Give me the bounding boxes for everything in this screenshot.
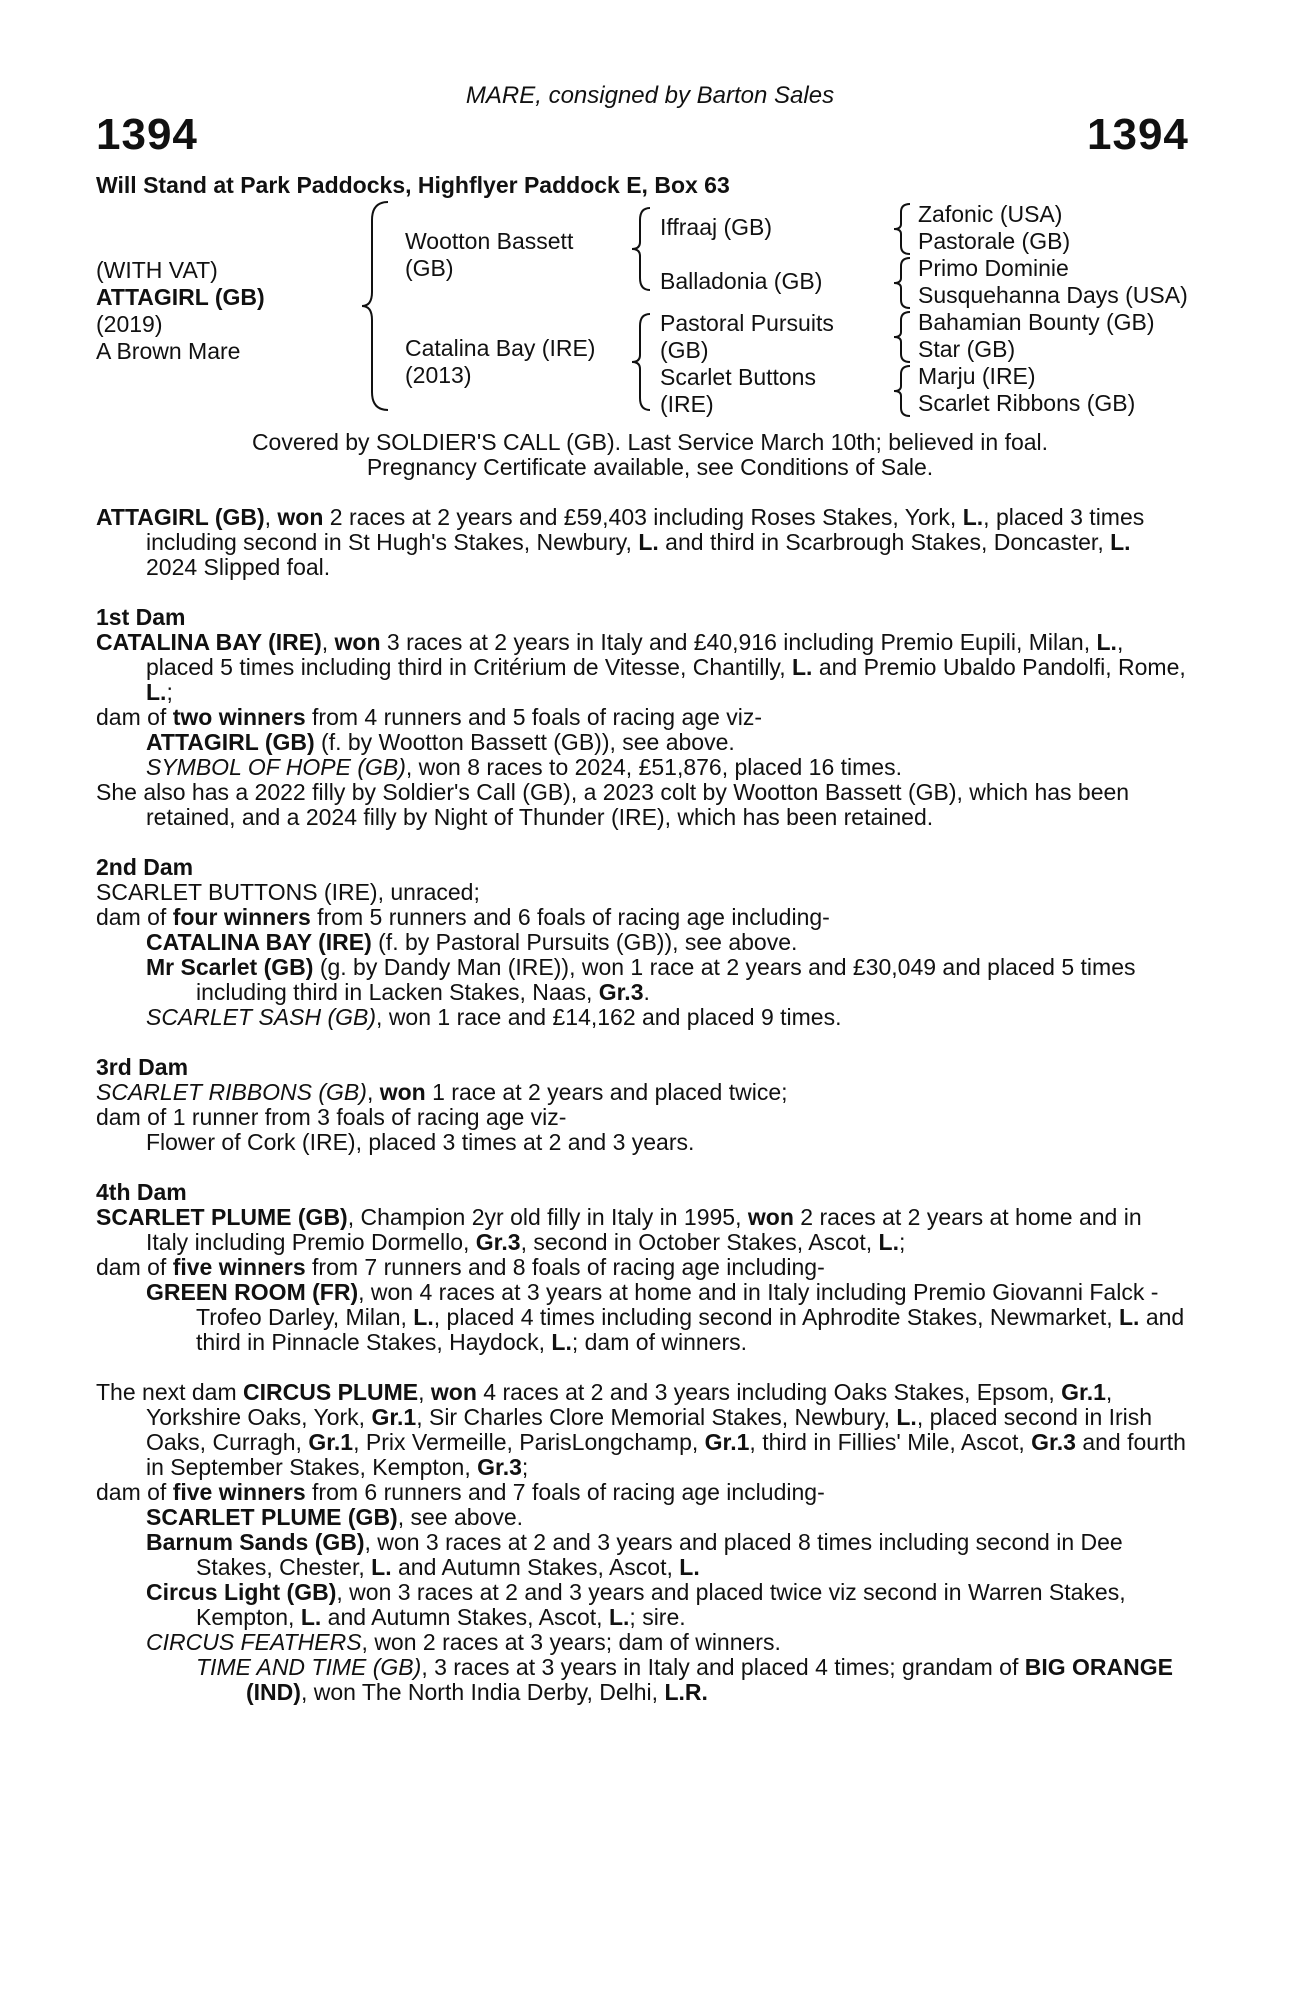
text-run: Mr Scarlet (GB) xyxy=(146,954,314,980)
text-run: SCARLET PLUME (GB) xyxy=(96,1204,348,1230)
pedigree-brace-g3-1 xyxy=(892,202,912,256)
text-run: , second in October Stakes, Ascot, xyxy=(520,1229,879,1255)
text-run: Gr.3 xyxy=(1031,1429,1076,1455)
second-dam-record: SCARLET BUTTONS (IRE), unraced; xyxy=(96,879,480,905)
horse-summary xyxy=(96,505,1190,555)
dam-sire-line1: Pastoral Pursuits xyxy=(660,310,834,336)
text-run: Gr.1 xyxy=(704,1429,750,1455)
catalogue-body xyxy=(96,505,1190,1705)
produce-scarlet-plume xyxy=(96,1505,1190,1530)
text-run: ATTAGIRL (GB) xyxy=(146,729,315,755)
text-run: ; dam of winners. xyxy=(571,1329,747,1355)
covered-line-2: Pregnancy Certificate available, see Conditions of Sale. xyxy=(366,454,934,480)
text-run: (f. by Wootton Bassett (GB)), see above. xyxy=(314,729,735,755)
text-run: Gr.3 xyxy=(477,1454,522,1480)
text-run: from 5 runners and 6 foals of racing age including- xyxy=(310,904,830,930)
text-run: L. xyxy=(679,1554,700,1580)
text-run: and Premio Ubaldo Pandolfi, Rome, xyxy=(812,654,1186,680)
pedigree-sire-dam: Balladonia (GB) xyxy=(660,268,823,294)
text-run: , won The North India Derby, Delhi, xyxy=(300,1679,665,1705)
pedigree-dss: Bahamian Bounty (GB) xyxy=(918,309,1155,335)
text-run: L.R. xyxy=(664,1679,708,1705)
text-run: , won 3 races at 2 and 3 years and placed 8 times including second in Dee Stakes, Chester, xyxy=(196,1529,1123,1580)
produce-circus-light xyxy=(96,1580,1190,1630)
text-run: L. xyxy=(638,529,659,555)
pedigree-sdd: Susquehanna Days (USA) xyxy=(918,282,1188,308)
pedigree-brace-g3-4 xyxy=(892,364,912,418)
pedigree-g3-sire-block xyxy=(918,201,1188,417)
produce-time-and-time xyxy=(96,1655,1190,1705)
text-run: 4 races at 2 and 3 years including Oaks Stakes, Epsom, xyxy=(476,1379,1062,1405)
third-dam-produce-intro: dam of 1 runner from 3 foals of racing age viz- xyxy=(96,1104,567,1130)
text-run: , won 1 race and £14,162 and placed 9 times. xyxy=(376,1004,842,1030)
pedigree-brace-g3-2 xyxy=(892,256,912,310)
horse-name-bold: ATTAGIRL (GB) xyxy=(96,504,265,530)
text-run: , xyxy=(321,629,335,655)
text-run: Gr.1 xyxy=(308,1429,354,1455)
stand-location: Will Stand at Park Paddocks, Highflyer Paddock E, Box 63 xyxy=(96,172,730,198)
third-dam-heading: 3rd Dam xyxy=(96,1054,189,1080)
pedigree-ddd: Scarlet Ribbons (GB) xyxy=(918,390,1136,416)
dam-name-line1: Catalina Bay (IRE) xyxy=(405,335,596,361)
text-run: L. xyxy=(608,1604,630,1630)
sire-name-line2: (GB) xyxy=(405,255,454,281)
dam-dam-line1: Scarlet Buttons xyxy=(660,364,816,390)
text-run: 2 races at 2 years at home and in Italy including Premio Dormello, xyxy=(146,1204,1142,1255)
pedigree-brace-main xyxy=(360,200,390,412)
horse-info xyxy=(96,257,265,365)
pedigree-sds: Primo Dominie xyxy=(918,255,1069,281)
text-run: Gr.1 xyxy=(371,1404,417,1430)
first-dam-record xyxy=(96,630,1190,705)
lot-number-right: 1394 xyxy=(1087,110,1189,159)
fourth-dam-produce-intro xyxy=(96,1255,1190,1280)
text-run: , 3 races at 3 years in Italy and placed 4 times; grandam of xyxy=(421,1654,1025,1680)
second-dam-produce-intro xyxy=(96,905,1190,930)
text-run: (g. by Dandy Man (IRE)), won 1 race at 2 years and £30,049 and placed 5 times including third in Lacken Stakes, Naas, xyxy=(196,954,1136,1005)
text-run: GREEN ROOM (FR) xyxy=(146,1279,359,1305)
text-run: L. xyxy=(1110,529,1131,555)
produce-scarlet-sash xyxy=(96,1005,1190,1030)
text-run: two winners xyxy=(172,704,306,730)
text-run: , xyxy=(366,1079,380,1105)
dam-dam-line2: (IRE) xyxy=(660,391,714,417)
lot-number-left: 1394 xyxy=(96,110,198,159)
pedigree-sire-sire: Iffraaj (GB) xyxy=(660,214,773,240)
text-run: (f. by Pastoral Pursuits (GB)), see above. xyxy=(371,929,798,955)
text-run: Barnum Sands (GB) xyxy=(146,1529,365,1555)
text-run: dam of xyxy=(96,1479,173,1505)
text-run: won xyxy=(277,504,324,530)
text-run: , see above. xyxy=(397,1504,524,1530)
first-dam-produce-intro xyxy=(96,705,1190,730)
text-run: , Sir Charles Clore Memorial Stakes, Newbury, xyxy=(416,1404,897,1430)
produce-flower-of-cork: Flower of Cork (IRE), placed 3 times at 2 and 3 years. xyxy=(146,1129,695,1155)
text-run: CIRCUS PLUME xyxy=(243,1379,419,1405)
produce-barnum-sands xyxy=(96,1530,1190,1580)
sire-name-line1: Wootton Bassett xyxy=(405,228,574,254)
pedigree-dam-dam xyxy=(660,364,816,418)
text-run: L. xyxy=(962,504,984,530)
pedigree-brace-dam xyxy=(630,312,652,412)
text-run: , xyxy=(418,1379,431,1405)
text-run: , won 2 races at 3 years; dam of winners. xyxy=(361,1629,781,1655)
text-run: , won 3 races at 2 and 3 years and placed twice viz second in Warren Stakes, Kempton, xyxy=(196,1579,1126,1630)
text-run: dam of xyxy=(96,1254,173,1280)
text-run: . xyxy=(643,979,650,1005)
consignor-line: MARE, consigned by Barton Sales xyxy=(465,82,835,109)
text-run: CATALINA BAY (IRE) xyxy=(96,629,322,655)
pedigree-dds: Marju (IRE) xyxy=(918,363,1036,389)
produce-mr-scarlet xyxy=(96,955,1190,1005)
text-run: from 7 runners and 8 foals of racing age including- xyxy=(305,1254,825,1280)
pedigree-dsd: Star (GB) xyxy=(918,336,1016,362)
text-run: won xyxy=(334,629,381,655)
horse-description: A Brown Mare xyxy=(96,338,241,364)
text-run: SCARLET PLUME (GB) xyxy=(146,1504,398,1530)
dam-sire-line2: (GB) xyxy=(660,337,709,363)
text-run: Gr.1 xyxy=(1061,1379,1106,1405)
pedigree-sire xyxy=(405,228,573,282)
text-run: from 4 runners and 5 foals of racing age viz- xyxy=(305,704,763,730)
text-run: L. xyxy=(300,1604,322,1630)
text-run: , placed second in Irish Oaks, Curragh, xyxy=(146,1404,1153,1455)
text-run: from 6 runners and 7 foals of racing age including- xyxy=(305,1479,825,1505)
text-run: L. xyxy=(878,1229,899,1255)
produce-green-room xyxy=(96,1280,1190,1355)
third-dam-record xyxy=(96,1080,1190,1105)
text-run: 2 races at 2 years and £59,403 including Roses Stakes, York, xyxy=(323,504,963,530)
text-run: L. xyxy=(551,1329,572,1355)
dam-name-line2: (2013) xyxy=(405,362,472,388)
text-run: and fourth in September Stakes, Kempton, xyxy=(146,1429,1186,1480)
text-run: Circus Light (GB) xyxy=(146,1579,337,1605)
text-run: , Yorkshire Oaks, York, xyxy=(146,1379,1113,1430)
pedigree-brace-g3-3 xyxy=(892,310,912,364)
text-run: ; xyxy=(166,679,173,705)
text-run: SCARLET RIBBONS (GB) xyxy=(96,1079,367,1105)
text-run: ; sire. xyxy=(629,1604,686,1630)
fourth-dam-record xyxy=(96,1205,1190,1255)
text-run: , won 4 races at 3 years at home and in Italy including Premio Giovanni Falck - Trofeo Darley, Milan, xyxy=(196,1279,1159,1330)
pedigree-dam xyxy=(405,335,595,389)
produce-attagirl xyxy=(96,730,1190,755)
text-run: L. xyxy=(792,654,813,680)
text-run: five winners xyxy=(172,1479,306,1505)
text-run: , placed 5 times including third in Critérium de Vitesse, Chantilly, xyxy=(146,629,1124,680)
horse-name: ATTAGIRL (GB) xyxy=(96,284,265,310)
text-run: BIG ORANGE (IND) xyxy=(246,1654,1173,1705)
text-run: Gr.3 xyxy=(598,979,644,1005)
text-run: L. xyxy=(146,679,167,705)
text-run: CIRCUS FEATHERS xyxy=(146,1629,362,1655)
text-run: and third in Scarbrough Stakes, Doncaster, xyxy=(658,529,1111,555)
pedigree-dam-sire xyxy=(660,310,834,364)
text-run: TIME AND TIME (GB) xyxy=(196,1654,422,1680)
produce-catalina-bay xyxy=(96,930,1190,955)
text-run: , Champion 2yr old filly in Italy in 1995, xyxy=(347,1204,748,1230)
text-run: and Autumn Stakes, Ascot, xyxy=(321,1604,609,1630)
text-run: L. xyxy=(1119,1304,1140,1330)
text-run: , placed 4 times including second in Aphrodite Stakes, Newmarket, xyxy=(433,1304,1119,1330)
text-run: L. xyxy=(371,1554,392,1580)
spacer xyxy=(96,1355,1190,1380)
text-run: , won 8 races to 2024, £51,876, placed 16 times. xyxy=(405,754,902,780)
text-run: 1 race at 2 years and placed twice; xyxy=(425,1079,788,1105)
text-run: five winners xyxy=(172,1254,306,1280)
text-run: Gr.3 xyxy=(475,1229,521,1255)
text-run: and third in Pinnacle Stakes, Haydock, xyxy=(196,1304,1185,1355)
text-run: 3 races at 2 years in Italy and £40,916 including Premio Eupili, Milan, xyxy=(380,629,1097,655)
text-run: won xyxy=(747,1204,794,1230)
fourth-dam-heading: 4th Dam xyxy=(96,1179,187,1205)
produce-circus-feathers xyxy=(96,1630,1190,1655)
pedigree-sss: Zafonic (USA) xyxy=(918,201,1063,227)
text-run: dam of xyxy=(96,904,173,930)
text-run: , xyxy=(264,504,278,530)
second-dam-heading: 2nd Dam xyxy=(96,854,194,880)
text-run: CATALINA BAY (IRE) xyxy=(146,929,372,955)
pedigree-brace-sire xyxy=(630,206,652,292)
pedigree-ssd: Pastorale (GB) xyxy=(918,228,1071,254)
first-dam-heading: 1st Dam xyxy=(96,604,186,630)
vat-note: (WITH VAT) xyxy=(96,257,218,283)
next-dam-produce-intro xyxy=(96,1480,1190,1505)
covered-line-1: Covered by SOLDIER'S CALL (GB). Last Service March 10th; believed in foal. xyxy=(251,429,1049,455)
slipped-foal-note: 2024 Slipped foal. xyxy=(146,554,331,580)
produce-symbol-of-hope xyxy=(96,755,1190,780)
text-run: The next dam xyxy=(96,1379,244,1405)
text-run: ; xyxy=(521,1454,529,1480)
text-run: and Autumn Stakes, Ascot, xyxy=(391,1554,680,1580)
text-run: dam of xyxy=(96,704,173,730)
text-run: L. xyxy=(413,1304,434,1330)
text-run: SYMBOL OF HOPE (GB) xyxy=(146,754,406,780)
text-run: , third in Fillies' Mile, Ascot, xyxy=(749,1429,1032,1455)
text-run: L. xyxy=(1096,629,1117,655)
text-run: , placed 3 times including second in St Hugh's Stakes, Newbury, xyxy=(146,504,1145,555)
foaling-year: (2019) xyxy=(96,311,163,337)
covered-note xyxy=(0,430,1300,480)
text-run: SCARLET SASH (GB) xyxy=(146,1004,377,1030)
text-run: , Prix Vermeille, ParisLongchamp, xyxy=(353,1429,705,1455)
text-run: won xyxy=(430,1379,477,1405)
first-dam-other-produce: She also has a 2022 filly by Soldier's Call (GB), a 2023 colt by Wootton Bassett (GB), which has been retained, and a 2024 filly by Night of Thunder (IRE), which has been retained. xyxy=(96,779,1130,830)
text-run: won xyxy=(379,1079,426,1105)
text-run: four winners xyxy=(172,904,311,930)
text-run: L. xyxy=(896,1404,917,1430)
next-dam-record xyxy=(96,1380,1190,1480)
text-run: ; xyxy=(898,1229,906,1255)
